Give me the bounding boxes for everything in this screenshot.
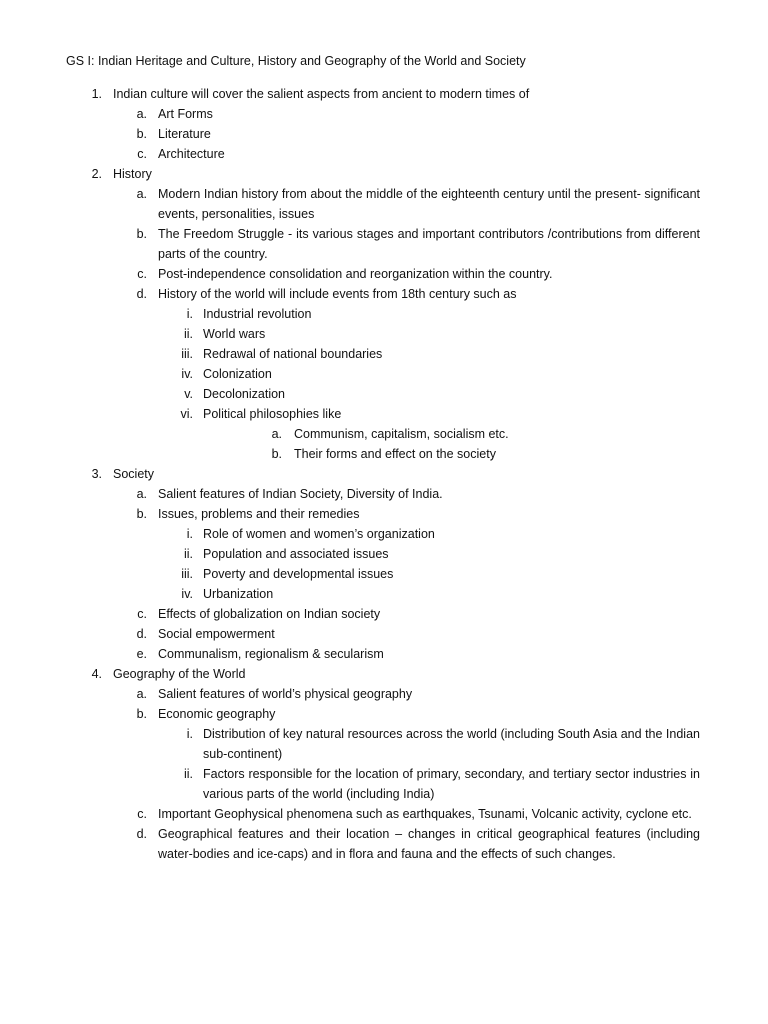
list-item bbox=[134, 264, 700, 284]
list-item-text: Distribution of key natural resources across the world (including South Asia and the Indian sub-continent) bbox=[203, 727, 700, 761]
list-marker: e. bbox=[136, 647, 147, 661]
list-marker: a. bbox=[136, 187, 147, 201]
list-item-text: Geographical features and their location – changes in critical geographical features (including water-bodies and ice-caps) and in flora and fauna and the effects of such changes. bbox=[158, 827, 700, 861]
section-1 bbox=[90, 84, 700, 104]
list-marker: iv. bbox=[181, 587, 193, 601]
list-item bbox=[175, 404, 700, 424]
list-item bbox=[134, 624, 700, 644]
list-marker: b. bbox=[136, 127, 147, 141]
list-item-text: Their forms and effect on the society bbox=[294, 447, 496, 461]
list-item-text: Issues, problems and their remedies bbox=[158, 507, 360, 521]
section-3 bbox=[90, 464, 700, 484]
list-item-text: Colonization bbox=[203, 367, 272, 381]
section-4 bbox=[90, 664, 700, 684]
list-item-text: Poverty and developmental issues bbox=[203, 567, 394, 581]
list-item-text: Decolonization bbox=[203, 387, 285, 401]
list-item-text: History of the world will include events from 18th century such as bbox=[158, 287, 517, 301]
list-item bbox=[134, 104, 700, 124]
section-2 bbox=[90, 164, 700, 184]
list-item-text: Effects of globalization on Indian society bbox=[158, 607, 381, 621]
list-marker: a. bbox=[136, 107, 147, 121]
list-item-text: Society bbox=[113, 467, 154, 481]
list-item-text: Salient features of world’s physical geography bbox=[158, 687, 413, 701]
list-marker: c. bbox=[137, 147, 147, 161]
list-item bbox=[134, 704, 700, 724]
list-marker: d. bbox=[136, 627, 147, 641]
list-item-text: The Freedom Struggle - its various stages and important contributors /contributions from different parts of the country. bbox=[158, 227, 700, 261]
list-item bbox=[134, 644, 700, 664]
list-marker: 3. bbox=[91, 467, 102, 481]
list-item bbox=[134, 144, 700, 164]
list-marker: c. bbox=[137, 267, 147, 281]
list-marker: d. bbox=[136, 287, 147, 301]
list-marker: i. bbox=[186, 527, 193, 541]
list-item bbox=[268, 444, 700, 464]
list-item-text: Architecture bbox=[158, 147, 225, 161]
list-item bbox=[134, 224, 700, 264]
list-item-text: Role of women and women’s organization bbox=[203, 527, 435, 541]
list-item bbox=[175, 724, 700, 764]
list-item bbox=[134, 284, 700, 304]
list-item bbox=[175, 324, 700, 344]
list-marker: ii. bbox=[183, 767, 193, 781]
list-item-text: Indian culture will cover the salient aspects from ancient to modern times of bbox=[113, 87, 530, 101]
list-marker: c. bbox=[137, 607, 147, 621]
list-item-text: Population and associated issues bbox=[203, 547, 389, 561]
list-marker: iii. bbox=[181, 347, 193, 361]
list-marker: d. bbox=[136, 827, 147, 841]
list-item-text: Communism, capitalism, socialism etc. bbox=[294, 427, 509, 441]
list-item-text: Modern Indian history from about the middle of the eighteenth century until the present- significant events, personalities, issues bbox=[158, 187, 700, 221]
list-item-text: Political philosophies like bbox=[203, 407, 342, 421]
list-marker: b. bbox=[271, 447, 282, 461]
list-item bbox=[134, 824, 700, 864]
list-item bbox=[175, 304, 700, 324]
list-item-text: Redrawal of national boundaries bbox=[203, 347, 383, 361]
list-marker: ii. bbox=[183, 327, 193, 341]
list-item-text: Factors responsible for the location of primary, secondary, and tertiary sector industries in various parts of the world (including India) bbox=[203, 767, 700, 801]
list-item-text: Salient features of Indian Society, Diversity of India. bbox=[158, 487, 443, 501]
list-item-text: Post-independence consolidation and reorganization within the country. bbox=[158, 267, 553, 281]
list-item bbox=[268, 424, 700, 444]
list-item bbox=[134, 124, 700, 144]
list-marker: c. bbox=[137, 807, 147, 821]
list-marker: iii. bbox=[181, 567, 193, 581]
list-marker: a. bbox=[136, 487, 147, 501]
list-marker: b. bbox=[136, 227, 147, 241]
list-item-text: Art Forms bbox=[158, 107, 213, 121]
list-item bbox=[175, 564, 700, 584]
list-marker: 4. bbox=[91, 667, 102, 681]
page-title: GS I: Indian Heritage and Culture, History and Geography of the World and Society bbox=[66, 54, 526, 68]
list-item-text: Urbanization bbox=[203, 587, 274, 601]
list-marker: 2. bbox=[91, 167, 102, 181]
list-marker: a. bbox=[271, 427, 282, 441]
list-item bbox=[175, 764, 700, 804]
list-item bbox=[134, 184, 700, 224]
list-item-text: Important Geophysical phenomena such as earthquakes, Tsunami, Volcanic activity, cyclone etc. bbox=[158, 807, 692, 821]
list-marker: ii. bbox=[183, 547, 193, 561]
list-item bbox=[175, 344, 700, 364]
list-marker: v. bbox=[184, 387, 193, 401]
list-item bbox=[175, 544, 700, 564]
list-item bbox=[175, 384, 700, 404]
list-item bbox=[134, 604, 700, 624]
list-item bbox=[134, 804, 700, 824]
list-marker: vi. bbox=[180, 407, 193, 421]
list-item-text: Literature bbox=[158, 127, 211, 141]
list-item-text: Social empowerment bbox=[158, 627, 275, 641]
list-marker: i. bbox=[186, 727, 193, 741]
list-item-text: Industrial revolution bbox=[203, 307, 312, 321]
list-item bbox=[175, 584, 700, 604]
list-item-text: History bbox=[113, 167, 152, 181]
list-item bbox=[175, 524, 700, 544]
list-item-text: World wars bbox=[203, 327, 266, 341]
list-item bbox=[134, 684, 700, 704]
list-marker: b. bbox=[136, 707, 147, 721]
list-marker: a. bbox=[136, 687, 147, 701]
list-item bbox=[134, 504, 700, 524]
list-item-text: Geography of the World bbox=[113, 667, 246, 681]
list-marker: iv. bbox=[181, 367, 193, 381]
list-item bbox=[134, 484, 700, 504]
list-marker: i. bbox=[186, 307, 193, 321]
list-marker: b. bbox=[136, 507, 147, 521]
list-item-text: Economic geography bbox=[158, 707, 276, 721]
list-marker: 1. bbox=[91, 87, 102, 101]
list-item-text: Communalism, regionalism & secularism bbox=[158, 647, 384, 661]
list-item bbox=[175, 364, 700, 384]
